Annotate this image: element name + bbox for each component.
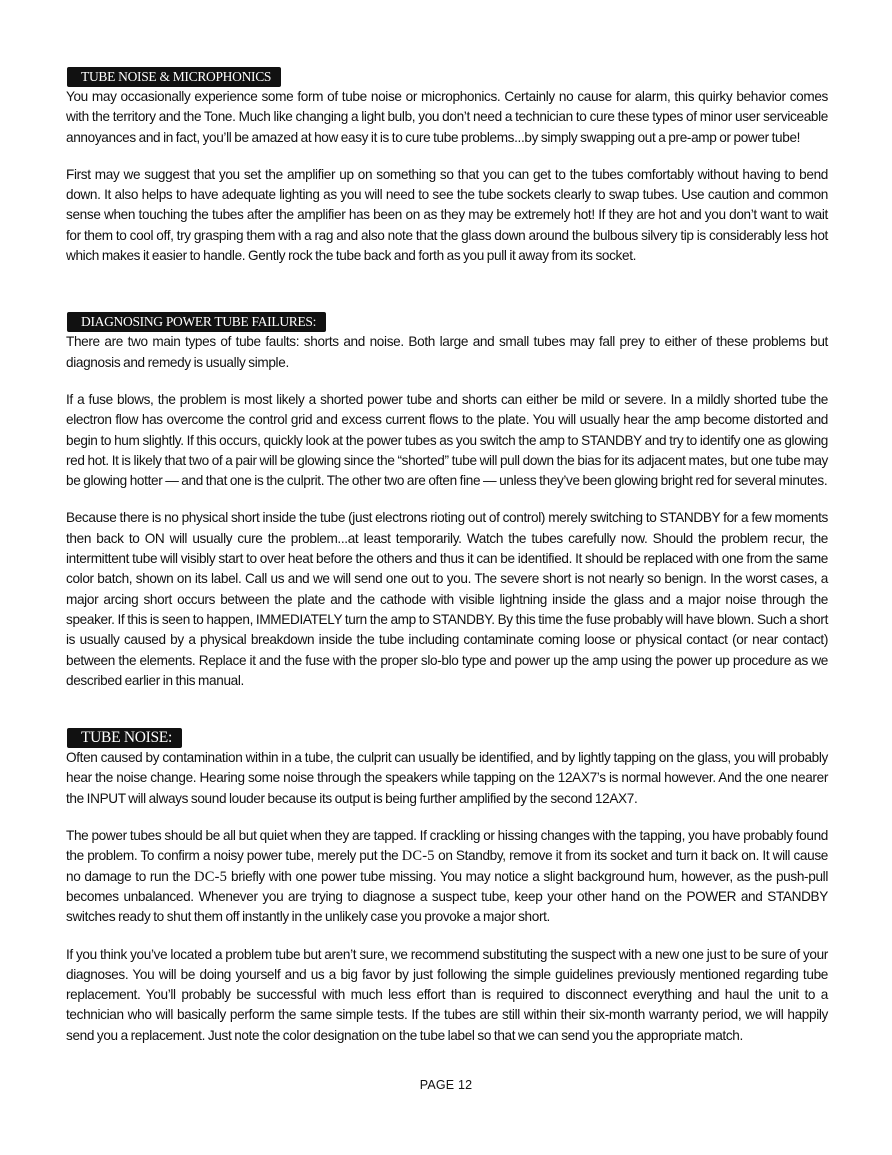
paragraph: If you think you’ve located a problem tube but aren’t sure, we recommend substituting the suspect with a new one just to be sure of your diagnoses. You will be doing yourself and us a big favor by just following the simple guidelines previously mentioned regarding tube replacement. You’ll probably be successful with much less effort than is required to disconnect everything and haul the unit to a technician who will basically perform the same simple tests. If the tubes are still within their six-month warranty period, we will happily send you a replacement. Just note the color designation on the tube label so that we can send you the appropriate match. xyxy=(66,946,828,1043)
section-tube-noise xyxy=(66,728,828,1046)
model-name: DC-5 xyxy=(401,848,435,865)
section-tube-noise-microphonics xyxy=(66,67,828,266)
model-name: DC-5 xyxy=(194,868,228,885)
paragraph: Often caused by contamination within in a tube, the culprit can usually be identified, and by lightly tapping on the glass, you will probably hear the noise change. Hearing some noise through the speakers while tapping on the 12AX7’s is normal however. And the one nearer the INPUT will always sound louder because its output is being further amplified by the second 12AX7. xyxy=(66,750,828,806)
paragraph: If a fuse blows, the problem is most likely a shorted power tube and shorts can either be mild or severe. In a mildly shorted tube the electron flow has overcome the control grid and excess current flows to the plate. You will usually hear the amp become distorted and begin to hum slightly. If this occurs, quickly look at the power tubes as you switch the amp to STANDBY and try to identify one as glowing red hot. It is likely that two of a pair will be glowing since the “shorted” tube will pull down the bias for its adjacent mates, but one tube may be glowing hotter — and that one is the culprit. The other two are often fine — unless they’ve been glowing bright red for several minutes. xyxy=(66,391,828,489)
paragraph-text: The power tubes should be all but quiet when they are tapped. If crackling or hissing changes with the tapping, you have probably found the problem. To confirm a noisy power tube, merely put the xyxy=(66,828,828,864)
paragraph xyxy=(66,826,828,927)
paragraph: Because there is no physical short inside the tube (just electrons rioting out of control) merely switching to STANDBY for a few moments then back to ON will usually cure the problem...at least temporarily. Watch the tubes carefully now. Should the problem recur, the intermittent tube will visibly start to over heat before the others and thus it can be identified. It should be replaced with one from the same color batch, shown on its label. Call us and we will send one out to you. The severe short is not nearly so benign. In the worst cases, a major arcing short occurs between the plate and the cathode with visible lightning inside the glass and a major noise through the speaker. If this is seen to happen, IMMEDIATELY turn the amp to STANDBY. By this time the fuse probably will have blown. Such a short is usually caused by a physical breakdown inside the tube including contaminate coming loose or physical contact (or near contact) between the elements. Replace it and the fuse with the proper slo-blo type and power up the amp using the power up procedure as we described earlier in this manual. xyxy=(66,510,828,688)
section-heading: DIAGNOSING POWER TUBE FAILURES: xyxy=(67,312,326,332)
paragraph-text: on Standby, remove it from its socket and turn it back on. It will cause no damage to run the xyxy=(66,848,828,884)
paragraph: You may occasionally experience some form of tube noise or microphonics. Certainly no cause for alarm, this quirky behavior comes with the territory and the Tone. Much like changing a light bulb, you don’t need a technician to cure these types of minor user serviceable annoyances and in fact, you’ll be amazed at how easy it is to cure tube problems...by simply swapping out a pre-amp or power tube! xyxy=(66,89,828,145)
paragraph: There are two main types of tube faults: shorts and noise. Both large and small tubes may fall prey to either of these problems but diagnosis and remedy is usually simple. xyxy=(66,334,828,370)
paragraph-text: briefly with one power tube missing. You may notice a slight background hum, however, as the push-pull becomes unbalanced. Whenever you are trying to diagnose a suspect tube, keep your other hand on the POWER and STANDBY switches ready to shut them off instantly in the unlikely case you provoke a major short. xyxy=(66,868,828,925)
paragraph: First may we suggest that you set the amplifier up on something so that you can get to the tubes comfortably without having to bend down. It also helps to have adequate lighting as you will need to see the tube sockets clearly to swap tubes. Use caution and common sense when touching the tubes after the amplifier has been on as they may be extremely hot! If they are hot and you don’t want to wait for them to cool off, try grasping them with a rag and also note that the glass down around the bulbous silvery tip is considerably less hot which makes it easier to handle. Gently rock the tube back and forth as you pull it away from its socket. xyxy=(66,166,828,264)
page-content xyxy=(66,67,828,1046)
section-diagnosing-power-tube-failures xyxy=(66,312,828,691)
page-number: PAGE 12 xyxy=(419,1078,473,1092)
section-heading: TUBE NOISE: xyxy=(67,728,182,748)
section-heading: TUBE NOISE & MICROPHONICS xyxy=(67,67,281,87)
